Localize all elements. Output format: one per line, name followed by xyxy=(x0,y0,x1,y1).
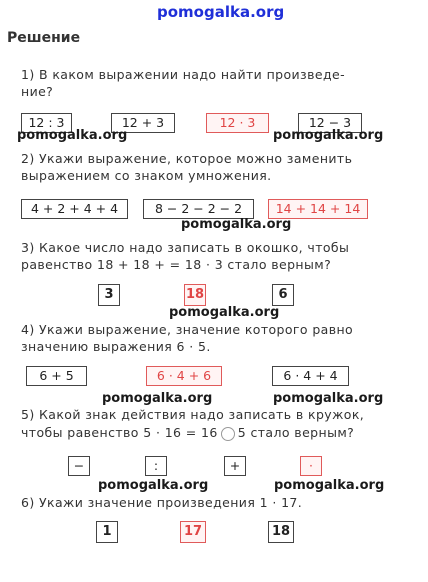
q2-option-3-correct[interactable]: 14 + 14 + 14 xyxy=(268,199,368,219)
q3-option-2-correct[interactable]: 18 xyxy=(184,284,206,306)
question-2-line-1: 2) Укажи выражение, которое можно заменить xyxy=(21,151,353,166)
question-2-line-2: выражением со знаком умножения. xyxy=(21,168,272,183)
q5-option-plus[interactable]: + xyxy=(224,456,246,476)
watermark: pomogalka.org xyxy=(273,391,384,406)
q3-option-3[interactable]: 6 xyxy=(272,284,294,306)
q1-option-3-correct[interactable]: 12 · 3 xyxy=(206,113,269,133)
watermark: pomogalka.org xyxy=(17,128,128,143)
q3-option-1[interactable]: 3 xyxy=(98,284,120,306)
q5-option-multiply-correct[interactable]: · xyxy=(300,456,322,476)
q5-option-divide[interactable]: : xyxy=(145,456,167,476)
question-6-line-1: 6) Укажи значение произведения 1 · 17. xyxy=(21,495,303,510)
empty-circle-icon xyxy=(221,427,235,441)
question-1-line-1: 1) В каком выражении надо найти произведе- xyxy=(21,67,345,82)
q1-option-2[interactable]: 12 + 3 xyxy=(111,113,175,133)
question-3-line-2: равенство 18 + 18 + = 18 · 3 стало верным? xyxy=(21,257,332,272)
q1-option-1[interactable]: 12 : 3 xyxy=(21,113,72,133)
q2-option-1[interactable]: 4 + 2 + 4 + 4 xyxy=(21,199,128,219)
q1-option-4[interactable]: 12 − 3 xyxy=(298,113,362,133)
q6-option-2-correct[interactable]: 17 xyxy=(180,521,206,543)
site-header[interactable]: pomogalka.org xyxy=(157,3,285,21)
question-5-line-2a: чтобы равенство 5 · 16 = 16 xyxy=(21,425,218,440)
q2-option-2[interactable]: 8 − 2 − 2 − 2 xyxy=(143,199,254,219)
watermark: pomogalka.org xyxy=(274,478,385,493)
q5-option-minus[interactable]: − xyxy=(68,456,90,476)
question-1-line-2: ние? xyxy=(21,84,54,99)
question-4-line-2: значению выражения 6 · 5. xyxy=(21,339,211,354)
q6-option-1[interactable]: 1 xyxy=(96,521,118,543)
watermark: pomogalka.org xyxy=(181,217,292,232)
question-5-line-1: 5) Какой знак действия надо записать в кружок, xyxy=(21,407,365,422)
page-title: Решение xyxy=(7,30,81,46)
watermark: pomogalka.org xyxy=(98,478,209,493)
q4-option-2-correct[interactable]: 6 · 4 + 6 xyxy=(146,366,222,386)
question-5-line-2 xyxy=(21,424,354,441)
watermark: pomogalka.org xyxy=(102,391,213,406)
question-4-line-1: 4) Укажи выражение, значение которого равно xyxy=(21,322,354,337)
q4-option-1[interactable]: 6 + 5 xyxy=(26,366,87,386)
question-3-line-1: 3) Какое число надо записать в окошко, чтобы xyxy=(21,240,350,255)
q6-option-3[interactable]: 18 xyxy=(268,521,294,543)
watermark: pomogalka.org xyxy=(169,305,280,320)
watermark: pomogalka.org xyxy=(273,128,384,143)
question-5-line-2b: 5 стало верным? xyxy=(237,425,355,440)
q4-option-3[interactable]: 6 · 4 + 4 xyxy=(272,366,349,386)
